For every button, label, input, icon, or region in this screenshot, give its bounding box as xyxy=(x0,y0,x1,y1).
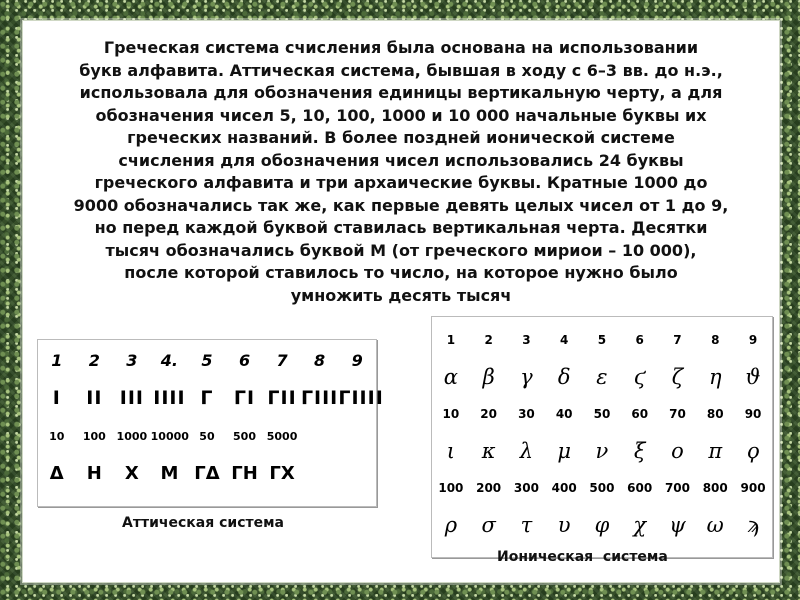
ionic-number: 3 xyxy=(522,332,531,347)
body-line: умножить десять тысяч xyxy=(290,285,512,305)
attic-number: 2 xyxy=(88,351,100,370)
ionic-letter: γ xyxy=(520,364,533,389)
ionic-letter: σ xyxy=(481,512,496,537)
ionic-number: 400 xyxy=(551,480,577,495)
attic-numeral-table xyxy=(37,339,384,507)
attic-number: 8 xyxy=(314,351,326,370)
attic-letter: Χ xyxy=(124,463,139,484)
ionic-number: 20 xyxy=(480,406,497,421)
body-line: использовала для обозначения единицы вертикальную черту, а для xyxy=(79,83,723,102)
attic-symbol: ΓII xyxy=(267,386,297,409)
body-text xyxy=(51,37,751,307)
ionic-letter: δ xyxy=(557,364,571,389)
attic-letter: ΓΧ xyxy=(269,463,295,484)
body-line: 9000 обозначались так же, как первые девять целых чисел от 1 до 9, xyxy=(73,195,729,215)
attic-letter: Μ xyxy=(160,463,179,484)
attic-letter: Η xyxy=(86,463,102,484)
ionic-letter: ι xyxy=(446,438,455,463)
ionic-number: 1 xyxy=(446,332,456,347)
body-line: Греческая система счисления была основана на использовании xyxy=(103,38,699,57)
ionic-letter: ρ xyxy=(444,512,458,537)
ionic-letter: ϛ xyxy=(633,364,646,389)
attic-value: 10000 xyxy=(150,430,189,443)
ionic-number: 900 xyxy=(740,480,766,495)
attic-number: 6 xyxy=(238,351,251,370)
attic-number: 7 xyxy=(276,351,288,370)
ionic-number: 9 xyxy=(748,332,758,347)
attic-symbol: ΓIIII xyxy=(338,386,384,409)
attic-number: 1 xyxy=(51,351,63,370)
ionic-number: 80 xyxy=(706,406,724,421)
ionic-caption: Ионическая система xyxy=(497,549,668,565)
ionic-number: 100 xyxy=(438,480,464,495)
ionic-number: 4 xyxy=(560,332,569,347)
body-line: но перед каждой буквой ставилась вертикальная черта. Десятки xyxy=(94,218,708,237)
ionic-numeral-table xyxy=(431,316,773,558)
attic-symbol: II xyxy=(86,386,103,409)
body-line: букв алфавита. Аттическая система, бывшая в ходу с 6–3 вв. до н.э., xyxy=(79,60,723,80)
body-line: греческого алфавита и три архаические буквы. Кратные 1000 до xyxy=(94,173,708,192)
ionic-letter: ω xyxy=(706,512,724,537)
ionic-number: 8 xyxy=(711,332,720,347)
slide xyxy=(22,20,780,583)
ionic-letter: ϑ xyxy=(745,364,761,389)
attic-letter: ΓΗ xyxy=(231,463,258,484)
attic-value: 5000 xyxy=(266,430,298,443)
ionic-number: 70 xyxy=(669,406,686,421)
body-line: обозначения чисел 5, 10, 100, 1000 и 10 000 начальные буквы их xyxy=(95,105,707,125)
ionic-letter: λ xyxy=(519,438,534,463)
ionic-number: 90 xyxy=(744,406,762,421)
ionic-letter: ε xyxy=(596,364,608,389)
ionic-letter: π xyxy=(708,438,723,463)
ionic-letter: χ xyxy=(633,512,647,537)
ionic-letter: ζ xyxy=(671,364,684,389)
ionic-letter: μ xyxy=(557,438,571,463)
attic-caption: Аттическая система xyxy=(122,515,284,531)
ionic-number: 600 xyxy=(627,480,653,495)
ionic-number: 6 xyxy=(635,332,644,347)
ionic-letter: φ xyxy=(594,512,610,537)
ionic-number: 5 xyxy=(597,332,607,347)
attic-symbol: III xyxy=(119,386,144,409)
attic-number: 4. xyxy=(160,351,179,370)
ionic-number: 800 xyxy=(702,480,728,495)
ionic-letter: ϙ xyxy=(746,438,760,463)
ionic-number: 40 xyxy=(555,406,573,421)
attic-symbol: Γ xyxy=(200,386,214,409)
attic-number: 5 xyxy=(201,351,213,370)
attic-symbol: ΓIII xyxy=(300,386,339,409)
ionic-number: 200 xyxy=(476,480,502,495)
ionic-number: 500 xyxy=(589,480,615,495)
attic-letter: Δ xyxy=(49,463,64,484)
attic-value: 50 xyxy=(199,430,215,443)
ionic-number: 30 xyxy=(518,406,535,421)
ionic-letter: κ xyxy=(481,438,496,463)
attic-value: 1000 xyxy=(116,430,148,443)
attic-number: 3 xyxy=(126,351,138,370)
ionic-number: 2 xyxy=(484,332,493,347)
attic-symbol: IIII xyxy=(153,386,186,409)
ionic-number: 300 xyxy=(513,480,539,495)
ionic-letter: ϡ xyxy=(747,512,760,537)
ionic-number: 700 xyxy=(664,480,690,495)
body-line: греческих названий. В более поздней ионической системе xyxy=(127,128,675,147)
attic-symbol: ΓI xyxy=(233,386,256,409)
body-line: после которой ставилось то число, на которое нужно было xyxy=(124,263,678,282)
attic-value: 10 xyxy=(49,430,65,443)
attic-value: 100 xyxy=(82,430,106,443)
body-line: счисления для обозначения чисел использовались 24 буквы xyxy=(118,150,684,170)
ionic-letter: α xyxy=(443,364,458,389)
ionic-number: 50 xyxy=(593,406,611,421)
ionic-letter: υ xyxy=(557,512,571,537)
ionic-letter: ν xyxy=(595,438,609,463)
attic-number: 9 xyxy=(351,351,363,370)
ionic-letter: ο xyxy=(671,438,684,463)
ionic-letter: β xyxy=(482,364,495,389)
ionic-letter: ψ xyxy=(669,512,686,537)
ionic-number: 10 xyxy=(442,406,460,421)
body-line: тысяч обозначались буквой М (от греческого мириои – 10 000), xyxy=(105,240,697,260)
ionic-number: 60 xyxy=(631,406,649,421)
ionic-letter: η xyxy=(708,364,722,389)
attic-symbol: I xyxy=(52,386,61,409)
ionic-letter: ξ xyxy=(633,438,646,463)
attic-value: 500 xyxy=(233,430,256,443)
ionic-letter: τ xyxy=(520,512,533,537)
attic-letter: ΓΔ xyxy=(194,463,220,484)
ionic-number: 7 xyxy=(673,332,682,347)
